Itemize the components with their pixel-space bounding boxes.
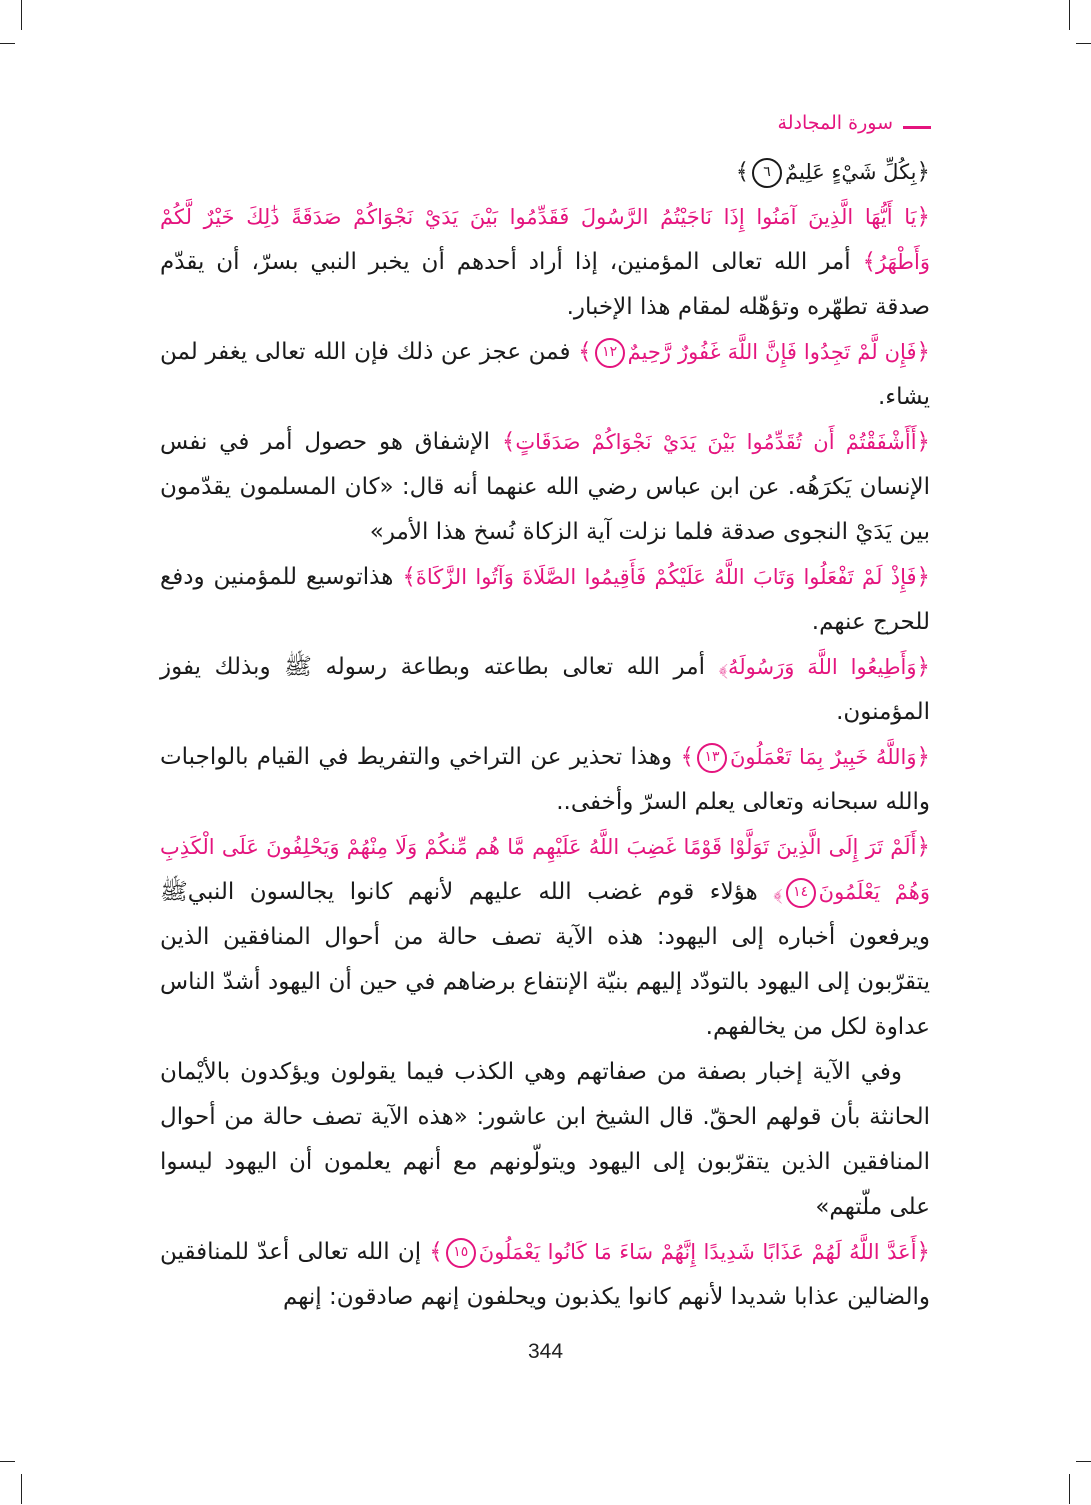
quran-verse: وَأَطِيعُوا اللَّهَ وَرَسُولَهُ xyxy=(728,655,917,679)
paragraph xyxy=(160,150,930,195)
commentary-text: الإشفاق هو حصول أمر في نفس الإنسان يَكرَهُه. عن ابن عباس رضي الله عنهما أنه قال: «كان المسلمون يقدّمون بين يَدَيْ النجوى صدقة فلما نزلت آية الزكاة نُسخ هذا الأمر» xyxy=(160,429,930,545)
surah-title: سورة المجادلة xyxy=(777,112,893,134)
page-body xyxy=(160,150,930,1320)
verse-number-medallion: ٦ xyxy=(752,158,782,188)
commentary-text: أمر الله تعالى المؤمنين، إذا أراد أحدهم أن يخبر النبي بسرّ، أن يقدّم صدقة تطهّره وتؤهّله لمقام هذا الإخبار. xyxy=(160,249,930,320)
ornate-bracket-close: ﴾ xyxy=(680,744,694,770)
ornate-bracket-close: ﴾ xyxy=(429,1239,443,1265)
ornate-bracket-open: ﴿ xyxy=(916,204,930,230)
verse-number-medallion: ١٣ xyxy=(697,743,727,773)
paragraph xyxy=(160,1050,930,1230)
ornate-bracket-close: ﴾ xyxy=(773,879,783,905)
paragraph xyxy=(160,735,930,825)
ornate-bracket-open: ﴿ xyxy=(916,654,930,680)
ornate-bracket-close: ﴾ xyxy=(735,159,750,185)
crop-mark xyxy=(21,0,22,30)
ornate-bracket-open: ﴿ xyxy=(916,1239,931,1265)
commentary-text: وهذا تحذير عن التراخي والتفريط في القيام بالواجبات والله سبحانه وتعالى يعلم السرّ وأخفى.. xyxy=(160,744,930,815)
ornate-bracket-close: ﴾ xyxy=(718,654,728,680)
ornate-bracket-open: ﴿ xyxy=(916,564,930,590)
commentary-text: أمر الله تعالى بطاعته وبطاعة رسوله ﷺ وبذلك يفوز المؤمنون. xyxy=(160,654,930,725)
paragraph xyxy=(160,330,930,420)
commentary-text: وفي الآية إخبار بصفة من صفاتهم وهي الكذب فيما يقولون ويؤكدون بالأيْمان الحانثة بأن قولهم الحقّ. قال الشيخ ابن عاشور: «هذه الآية تصف حالة من أحوال المنافقين الذين يتقرّبون إلى اليهود ويتولّونهم مع أنهم يعلمون أن اليهود ليسوا على ملّتهم» xyxy=(160,1059,930,1220)
crop-mark xyxy=(1069,0,1070,30)
paragraph xyxy=(160,1230,930,1320)
quran-verse: فَإِن لَّمْ تَجِدُوا فَإِنَّ اللَّهَ غَفُورٌ رَّحِيمٌ xyxy=(627,340,917,364)
ornate-bracket-open: ﴿ xyxy=(916,744,931,770)
verse-number-medallion: ١٤ xyxy=(786,878,816,908)
quran-verse: بِكُلِّ شَيْءٍ عَلِيمٌ xyxy=(785,160,917,184)
quran-verse: أَأَشْفَقْتُمْ أَن تُقَدِّمُوا بَيْنَ يَدَيْ نَجْوَاكُمْ صَدَقَاتٍ xyxy=(515,430,917,454)
quran-verse: فَإِذْ لَمْ تَفْعَلُوا وَتَابَ اللَّهُ عَلَيْكُمْ فَأَقِيمُوا الصَّلَاةَ وَآتُوا الزَّكَاةَ xyxy=(415,565,917,589)
ornate-bracket-close: ﴾ xyxy=(578,339,592,365)
paragraph xyxy=(160,420,930,555)
paragraph xyxy=(160,645,930,735)
ornate-bracket-open: ﴿ xyxy=(916,429,931,455)
crop-mark xyxy=(21,1474,22,1504)
header-rule xyxy=(903,126,931,129)
crop-mark xyxy=(1076,1461,1091,1462)
page-number: 344 xyxy=(527,1340,564,1363)
quran-verse: وَاللَّهُ خَبِيرٌ بِمَا تَعْمَلُونَ xyxy=(729,745,917,769)
paragraph xyxy=(160,195,930,330)
commentary-text: هذاتوسيع للمؤمنين ودفع للحرج عنهم. xyxy=(160,564,930,635)
ornate-bracket-close: ﴾ xyxy=(402,564,416,590)
crop-mark xyxy=(0,1461,15,1462)
quran-verse: أَعَدَّ اللَّهُ لَهُمْ عَذَابًا شَدِيدًا إِنَّهُمْ سَاءَ مَا كَانُوا يَعْمَلُونَ xyxy=(478,1240,917,1264)
ornate-bracket-open: ﴿ xyxy=(916,159,930,185)
commentary-text: فمن عجز عن ذلك فإن الله تعالى يغفر لمن يشاء. xyxy=(160,339,930,410)
paragraph xyxy=(160,555,930,645)
commentary-text: إن الله تعالى أعدّ للمنافقين والضالين عذابا شديدا لأنهم كانوا يكذبون ويحلفون إنهم صادقون: إنهم xyxy=(160,1239,930,1310)
running-head xyxy=(778,112,931,134)
ornate-bracket-open: ﴿ xyxy=(916,339,930,365)
quran-verse: أَلَمْ تَرَ إِلَى الَّذِينَ تَوَلَّوْا قَوْمًا غَضِبَ اللَّهُ عَلَيْهِم مَّا هُم مِّنكُمْ وَلَا مِنْهُمْ وَيَحْلِفُونَ عَلَى الْكَذِبِ وَهُمْ يَعْلَمُونَ xyxy=(160,835,930,904)
verse-number-medallion: ١٥ xyxy=(446,1238,476,1268)
crop-mark xyxy=(1076,43,1091,44)
crop-mark xyxy=(0,43,15,44)
ornate-bracket-close: ﴾ xyxy=(501,429,516,455)
ornate-bracket-open: ﴿ xyxy=(916,834,930,860)
ornate-bracket-close: ﴾ xyxy=(862,249,877,275)
verse-number-medallion: ١٢ xyxy=(595,338,625,368)
commentary-text: هؤلاء قوم غضب الله عليهم لأنهم كانوا يجالسون النبيﷺ ويرفعون أخباره إلى اليهود: هذه الآية تصف حالة من أحوال المنافقين الذين يتقرّبون إلى اليهود بالتودّد إليهم بنيّة الإنتفاع برضاهم في حين أن اليهود أشدّ الناس عداوة لكل من يخالفهم. xyxy=(160,879,930,1040)
crop-mark xyxy=(1069,1474,1070,1504)
quran-verse: يَا أَيُّهَا الَّذِينَ آمَنُوا إِذَا نَاجَيْتُمُ الرَّسُولَ فَقَدِّمُوا بَيْنَ يَدَيْ نَجْوَاكُمْ صَدَقَةً ذَٰلِكَ خَيْرٌ لَّكُمْ وَأَطْهَرُ xyxy=(160,205,930,274)
paragraph xyxy=(160,825,930,1050)
